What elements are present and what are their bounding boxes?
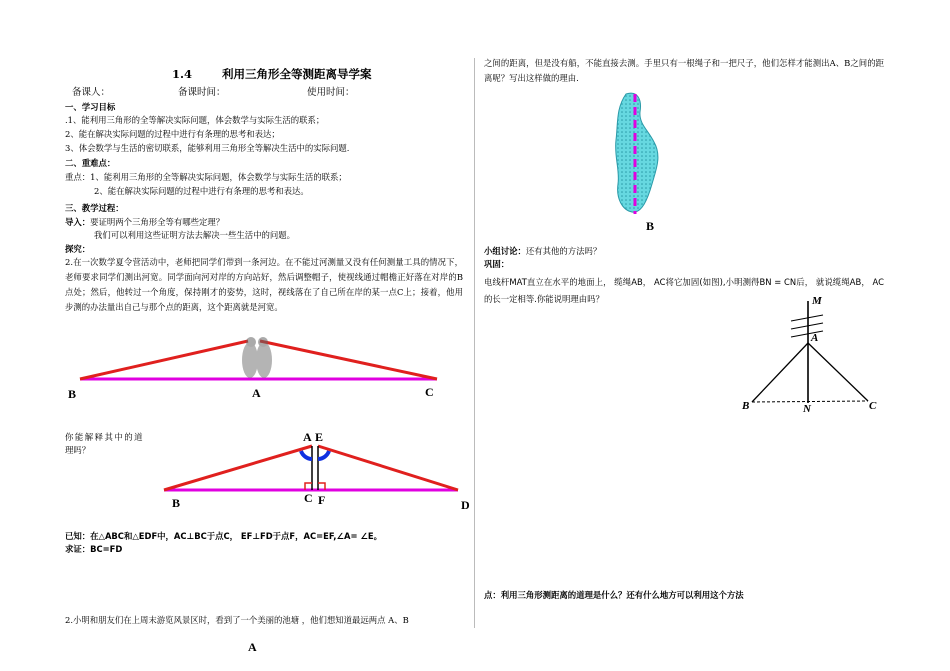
summary-point: 点：利用三角形测距离的道理是什么？还有什么地方可以利用这个方法	[484, 590, 744, 600]
cable-ab	[752, 343, 808, 402]
line-head-c	[260, 341, 437, 379]
prove-statement: 求证：BC=FD	[65, 544, 123, 554]
line-b-head	[80, 341, 248, 379]
fig2-label-d: D	[461, 498, 470, 512]
fig1-label-a: A	[252, 386, 261, 400]
title	[172, 66, 372, 82]
header-preparer: 备课人：	[72, 87, 111, 98]
column-divider	[474, 58, 475, 628]
section-keypoints-heading: 二、重难点：	[65, 158, 116, 168]
fig1-label-b: B	[68, 387, 77, 401]
fig2-label-e: E	[315, 430, 324, 444]
pole-label-m: M	[812, 295, 822, 307]
question-line-2: 理吗？	[65, 445, 91, 455]
fig1-label-c: C	[425, 385, 434, 399]
goal-item-3: 3、体会数学与生活的密切联系，能够利用三角形全等解决生活中的实际问题.	[65, 143, 350, 153]
title-text: 利用三角形全等测距离导学案	[222, 67, 372, 81]
figure-river-width	[60, 332, 470, 407]
group-label: 小组讨论：	[484, 246, 526, 256]
pole-label-a: A	[811, 332, 819, 344]
intro-label: 导入：	[65, 217, 91, 227]
fig2-label-a: A	[303, 430, 312, 444]
line-b-a	[164, 446, 312, 490]
figure-pond	[612, 90, 672, 218]
pond-label-b: B	[646, 219, 655, 233]
intro-text-2: 我们可以利用这些证明方法去解决一些生活中的问题。	[94, 230, 295, 240]
consolidate-label: 巩固：	[484, 259, 510, 269]
crossbar-1	[791, 315, 823, 321]
angle-a-arc	[301, 451, 312, 459]
cable-ac	[808, 343, 868, 401]
fig2-label-b: B	[172, 496, 181, 510]
line-e-d	[318, 446, 458, 490]
problem-3-start: 2.小明和朋友们在上周末游览风景区时，看到了一个美丽的池塘 ，他们想知道最远两点 A、B	[65, 615, 409, 625]
group-discussion	[484, 245, 601, 257]
keypoint-line-2: 2、能在解决实际问题的过程中进行有条理的思考和表达。	[94, 186, 309, 196]
goal-item-1: .1、能利用三角形的全等解决实际问题，体会数学与实际生活的联系；	[65, 115, 325, 125]
pole-label-b: B	[742, 400, 750, 412]
goal-item-2: 2、能在解决实际问题的过程中进行有条理的思考和表达；	[65, 129, 280, 139]
fig2-label-f: F	[318, 493, 326, 507]
consolidate-text: 电线杆MAT直立在水平的地面上， 缆绳AB， AC将它加固(如图),小明测得BN = CN后， 就说缆绳AB， AC的长一定相等.你能说明理由吗？	[484, 277, 884, 304]
crossbar-2	[791, 323, 823, 329]
header-prep-time: 备课时间：	[178, 87, 226, 98]
explore-label: 探究：	[65, 244, 91, 254]
question-line-1: 你能解释其中的道	[65, 432, 144, 442]
section-goals-heading: 一、学习目标	[65, 102, 116, 112]
keypoint-line-1: 重点：1、能利用三角形的全等解决实际问题，体会数学与实际生活的联系；	[65, 172, 347, 182]
group-text: 还有其他的方法吗？	[525, 246, 602, 256]
fig2-label-c: C	[304, 491, 313, 505]
person-figure	[242, 337, 272, 378]
problem-2-text: 2.在一次数学夏令营活动中，老师把同学们带到一条河边。在不能过河测量又没有任何测量工具的情况下，老师要求同学们测出河宽。同学面向河对岸的方向站好，然后调整帽子，使视线通过帽檐正好落在对岸的B点处；然后，他转过一个角度，保持刚才的姿势，这时，视线落在了自己所在岸的某一点C上；接着，他用步测的办法量出自己与那个点的距离，这个距离就是河宽。	[65, 257, 463, 312]
angle-e-arc	[318, 451, 329, 459]
pole-label-c: C	[869, 400, 877, 412]
section-process-heading: 三、教学过程：	[65, 203, 124, 213]
bottom-label-a: A	[248, 640, 257, 654]
intro-text: 要证明两个三角形全等有哪些定理？	[90, 217, 225, 227]
pond-shape	[616, 93, 658, 212]
title-number: 1.4	[172, 67, 193, 81]
intro-line	[65, 216, 224, 228]
header-use-time: 使用时间：	[307, 87, 355, 98]
pole-label-n: N	[803, 403, 811, 415]
ground-bc	[752, 401, 868, 402]
given-statement: 已知：在△ABC和△EDF中，AC⊥BC于点C， EF⊥FD于点F，AC=EF,∠A= ∠E。	[65, 531, 382, 541]
problem-3-continued: 之间的距离，但是没有船，不能直接去测。手里只有一根绳子和一把尺子，他们怎样才能测出A、B之间的距离呢？写出这样做的理由.	[484, 58, 884, 83]
